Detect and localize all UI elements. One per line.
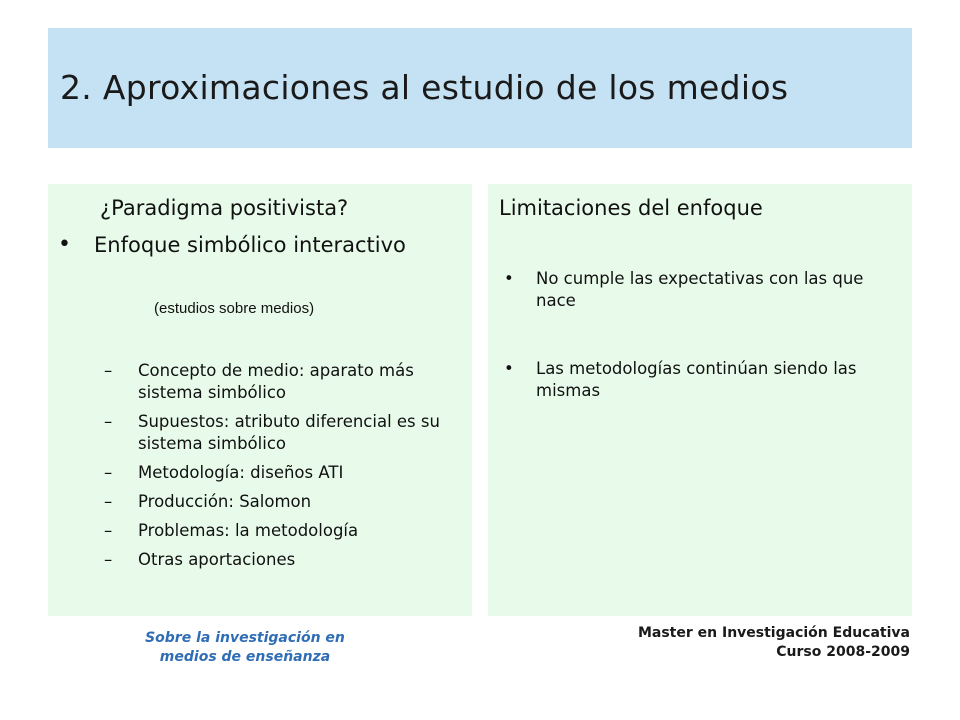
list-item (104, 549, 454, 571)
limitation-text: Las metodologías continúan siendo las mismas (536, 359, 857, 400)
dash-icon: – (104, 463, 113, 482)
bullet-icon: • (504, 359, 514, 378)
slide-title: 2. Aproximaciones al estudio de los medios (60, 68, 789, 107)
dash-icon: – (104, 550, 113, 569)
list-item (104, 462, 454, 484)
main-point: Enfoque simbólico interactivo (94, 233, 406, 257)
sub-point-text: Producción: Salomon (138, 492, 312, 511)
list-item (104, 360, 454, 404)
sub-point-text: Concepto de medio: aparato más sistema simbólico (138, 361, 414, 402)
limitations-list (504, 268, 884, 402)
dash-icon: – (104, 521, 113, 540)
footer-left-line: medios de enseñanza (159, 649, 331, 665)
list-item (504, 358, 884, 402)
footer-course-topic (100, 629, 390, 667)
limitation-text: No cumple las expectativas con las que nace (536, 269, 864, 310)
bullet-icon: • (504, 269, 514, 288)
list-item (504, 268, 884, 312)
dash-icon: – (104, 492, 113, 511)
dash-icon: – (104, 412, 113, 431)
footer-program-info (638, 624, 910, 662)
sub-point-text: Otras aportaciones (138, 550, 296, 569)
sub-point-text: Problemas: la metodología (138, 521, 359, 540)
dash-icon: – (104, 361, 113, 380)
sub-point-list (104, 360, 454, 578)
list-item (104, 491, 454, 513)
list-item (104, 520, 454, 542)
sub-point-text: Metodología: diseños ATI (138, 463, 344, 482)
sub-point-text: Supuestos: atributo diferencial es su sistema simbólico (138, 412, 440, 453)
main-point-note: (estudios sobre medios) (154, 300, 315, 317)
bullet-icon: • (58, 232, 71, 257)
footer-right-line: Master en Investigación Educativa (637, 625, 910, 641)
footer-right-line: Curso 2008-2009 (776, 644, 910, 660)
list-item (104, 411, 454, 455)
right-panel-heading: Limitaciones del enfoque (499, 196, 763, 220)
left-panel-heading: ¿Paradigma positivista? (100, 196, 349, 220)
footer-left-line: Sobre la investigación en (145, 630, 345, 646)
